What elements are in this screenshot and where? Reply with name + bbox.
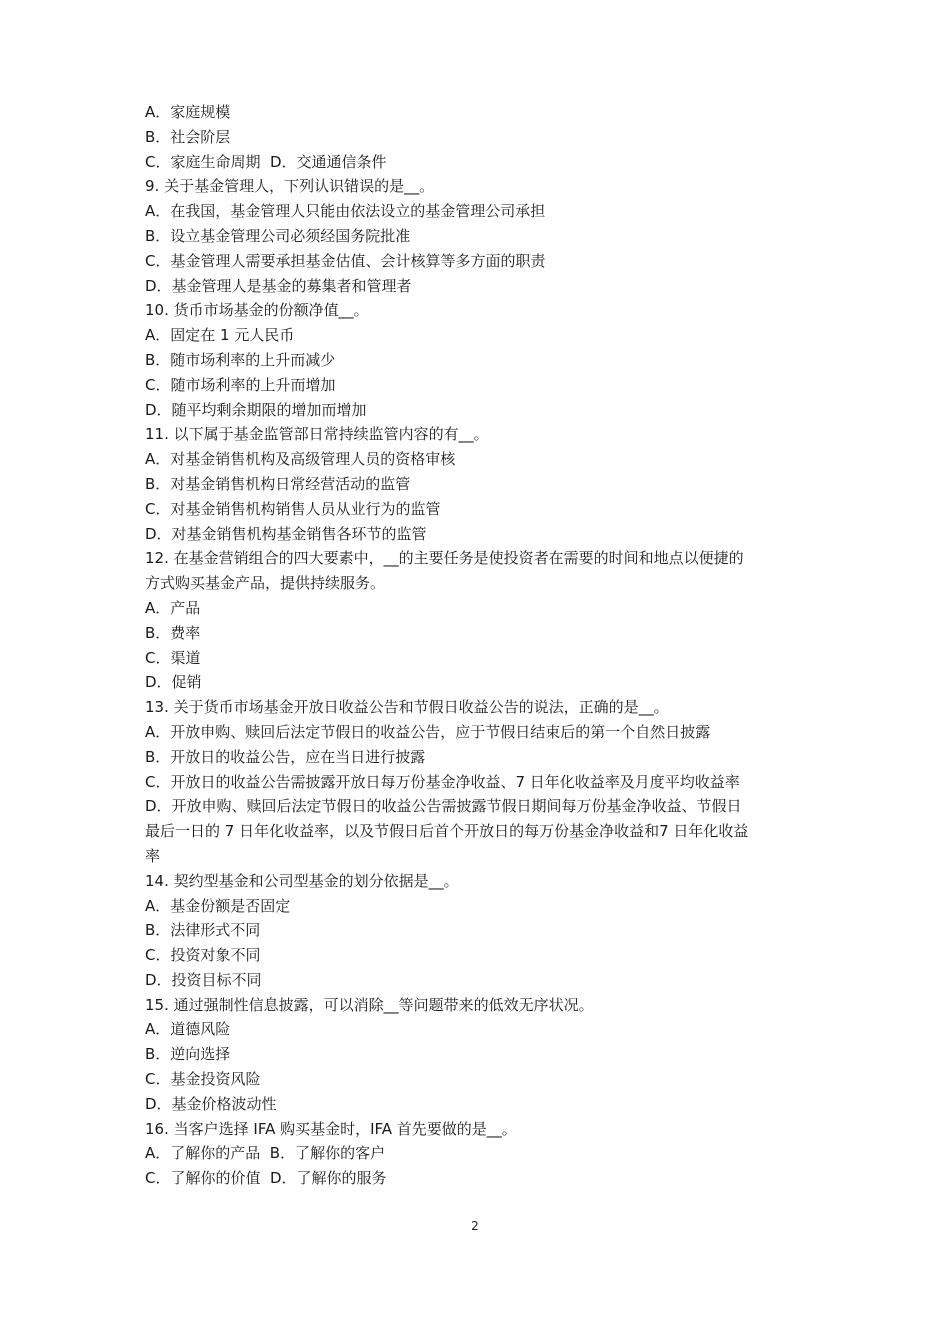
text-line: C．对基金销售机构销售人员从业行为的监管 <box>145 499 441 518</box>
text-line: D．开放申购、赎回后法定节假日的收益公告需披露节假日期间每万份基金净收益、节假日 <box>145 797 742 816</box>
text-line: B．费率 <box>145 623 201 642</box>
text-line: D．促销 <box>145 673 202 692</box>
text-line: 11. 以下属于基金监管部日常持续监管内容的有__。 <box>145 425 489 444</box>
text-line: 15. 通过强制性信息披露，可以消除__等问题带来的低效无序状况。 <box>145 995 594 1014</box>
text-line: C．随市场利率的上升而增加 <box>145 375 336 394</box>
text-line: A．产品 <box>145 598 201 617</box>
text-line: B．法律形式不同 <box>145 921 261 940</box>
text-line: 9. 关于基金管理人，下列认识错误的是__。 <box>145 177 435 196</box>
text-line: 12. 在基金营销组合的四大要素中，__的主要任务是使投资者在需要的时间和地点以便捷的 <box>145 549 744 568</box>
text-line: A．对基金销售机构及高级管理人员的资格审核 <box>145 450 456 469</box>
text-line: C．家庭生命周期 D．交通通信条件 <box>145 152 387 171</box>
text-line: A．开放申购、赎回后法定节假日的收益公告，应于节假日结束后的第一个自然日披露 <box>145 722 711 741</box>
text-line: D．基金管理人是基金的募集者和管理者 <box>145 276 412 295</box>
text-line: 最后一日的 7 日年化收益率，以及节假日后首个开放日的每万份基金净收益和7 日年化收益 <box>145 822 749 841</box>
text-line: C．投资对象不同 <box>145 946 261 965</box>
text-line: B．对基金销售机构日常经营活动的监管 <box>145 474 411 493</box>
text-line: A．了解你的产品 B．了解你的客户 <box>145 1144 386 1163</box>
text-line: D．基金价格波动性 <box>145 1094 277 1113</box>
text-line: C．基金投资风险 <box>145 1070 261 1089</box>
text-line: 13. 关于货币市场基金开放日收益公告和节假日收益公告的说法，正确的是__。 <box>145 698 669 717</box>
text-line: B．社会阶层 <box>145 127 231 146</box>
text-line: C．了解你的价值 D．了解你的服务 <box>145 1169 387 1188</box>
text-line: 率 <box>145 846 161 865</box>
text-line: D．对基金销售机构基金销售各环节的监管 <box>145 524 427 543</box>
page-number: 2 <box>471 1219 479 1233</box>
text-line: A．基金份额是否固定 <box>145 896 291 915</box>
text-line: B．随市场利率的上升而减少 <box>145 350 336 369</box>
text-line: A．在我国，基金管理人只能由依法设立的基金管理公司承担 <box>145 202 546 221</box>
text-line: 16. 当客户选择 IFA 购买基金时，IFA 首先要做的是__。 <box>145 1119 517 1138</box>
text-line: 方式购买基金产品，提供持续服务。 <box>145 574 386 593</box>
text-line: 10. 货币市场基金的份额净值__。 <box>145 301 369 320</box>
text-line: B．设立基金管理公司必须经国务院批准 <box>145 226 411 245</box>
text-line: C．开放日的收益公告需披露开放日每万份基金净收益、7 日年化收益率及月度平均收益率 <box>145 772 740 791</box>
page-body <box>145 100 810 1191</box>
text-line: 14. 契约型基金和公司型基金的划分依据是__。 <box>145 871 459 890</box>
text-line: D．随平均剩余期限的增加而增加 <box>145 400 367 419</box>
text-line: A．道德风险 <box>145 1020 231 1039</box>
text-line: C．渠道 <box>145 648 201 667</box>
text-line: A．固定在 1 元人民币 <box>145 326 295 345</box>
text-line: C．基金管理人需要承担基金估值、会计核算等多方面的职责 <box>145 251 546 270</box>
text-line: D．投资目标不同 <box>145 970 262 989</box>
text-line: B．开放日的收益公告，应在当日进行披露 <box>145 747 426 766</box>
text-line: B．逆向选择 <box>145 1045 231 1064</box>
text-line: A．家庭规模 <box>145 103 231 121</box>
